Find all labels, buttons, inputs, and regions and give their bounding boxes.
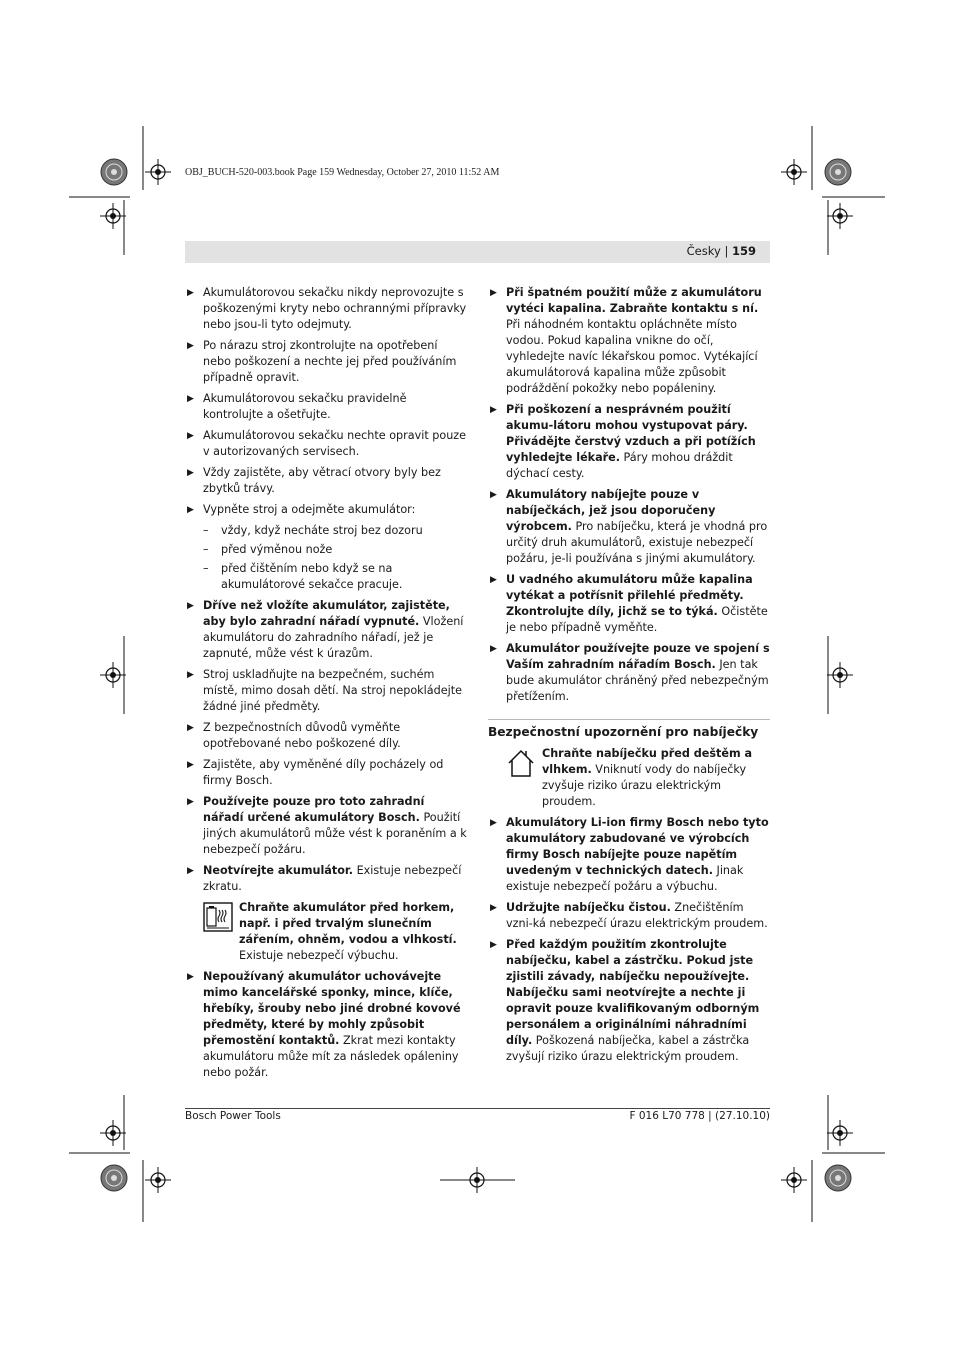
list-item — [185, 794, 467, 858]
item-text: Jen tak bude akumulátor chráněný před nebezpečným přetížením. — [506, 658, 769, 703]
item-bold-text: Akumulátory nabíjejte pouze v nabíječkách, jež jsou doporučeny výrobcem. — [506, 488, 716, 533]
list-item — [488, 815, 770, 895]
item-text: Akumulátorovou sekačku nikdy neprovozujte s poškozenými kryty nebo ochrannými přípravky nebo jsou-li tyto odejmuty. — [203, 286, 467, 331]
bullet-icon: ▶ — [187, 670, 194, 680]
dash-marker: – — [203, 562, 209, 575]
house-indoor-icon — [506, 748, 536, 778]
item-text: Akumulátorovou sekačku nechte opravit pouze v autorizovaných servisech. — [203, 429, 467, 458]
item-text: Po nárazu stroj zkontrolujte na opotřebení nebo poškození a nechte jej před používáním případně opravit. — [203, 339, 457, 384]
item-text: Pro nabíječku, která je vhodná pro určitý druh akumulátorů, existuje nebezpečí požáru, je-li používána s jinými akumulátory. — [506, 520, 768, 565]
bullet-icon: ▶ — [187, 468, 194, 478]
right-column — [488, 285, 770, 1070]
item-text: Očistěte je nebo případně vyměňte. — [506, 605, 768, 634]
bullet-icon: ▶ — [187, 431, 194, 441]
list-item — [185, 863, 467, 895]
dash-marker: – — [203, 543, 209, 556]
dash-list — [185, 523, 467, 593]
item-bold-text: Akumulátor používejte pouze ve spojení s Vaším zahradním nářadím Bosch. — [506, 642, 770, 671]
section-title: Bezpečnostní upozornění pro nabíječky — [488, 725, 759, 739]
item-bold-text: Při špatném použití může z akumulátoru vytéci kapalina. Zabraňte kontaktu s ní. — [506, 286, 762, 315]
dash-list-item — [185, 523, 467, 539]
bullet-icon: ▶ — [187, 394, 194, 404]
dash-item-text: před čištěním nebo když se na akumulátorové sekačce pracuje. — [221, 562, 403, 591]
bullet-icon: ▶ — [490, 490, 497, 500]
item-bold-text: Dříve než vložíte akumulátor, zajistěte, aby bylo zahradní nářadí vypnuté. — [203, 599, 450, 628]
list-item — [185, 285, 467, 333]
list-item — [488, 937, 770, 1065]
print-slug: OBJ_BUCH-520-003.book Page 159 Wednesday, October 27, 2010 11:52 AM — [185, 167, 500, 178]
bullet-icon: ▶ — [187, 288, 194, 298]
language-label: Česky — [686, 244, 721, 258]
item-bold-text: Před každým použitím zkontrolujte nabíječku, kabel a zástrčku. Pokud jste zjistili závady, nabíječku nepoužívejte. Nabíječku sami neotvírejte a nechte ji opravit pouze kvalifikovaným odborným personálem a originálními náhradními díly. — [506, 938, 760, 1047]
item-text: Zajistěte, aby vyměněné díly pocházely od firmy Bosch. — [203, 758, 444, 787]
footer-rule — [185, 1108, 770, 1109]
item-text: Jinak existuje nebezpečí požáru a výbuchu. — [506, 864, 744, 893]
list-item — [488, 487, 770, 567]
battery-warning-block — [185, 900, 467, 964]
list-item — [185, 667, 467, 715]
page-number: 159 — [731, 244, 756, 258]
bullet-icon: ▶ — [187, 972, 194, 982]
item-bold-text: Udržujte nabíječku čistou. — [506, 901, 671, 914]
item-text: Akumulátorovou sekačku pravidelně kontrolujte a ošetřujte. — [203, 392, 407, 421]
bullet-icon: ▶ — [490, 940, 497, 950]
item-text: Z bezpečnostních důvodů vyměňte opotřebované nebo poškozené díly. — [203, 721, 401, 750]
dash-list-item — [185, 561, 467, 593]
charger-warning-bold: Chraňte nabíječku před deštěm a vlhkem. — [542, 747, 753, 776]
bullet-icon: ▶ — [187, 505, 194, 515]
list-item — [185, 969, 467, 1081]
bullet-icon: ▶ — [490, 405, 497, 415]
footer-doc-id: F 016 L70 778 | (27.10.10) — [629, 1110, 770, 1122]
item-text: Stroj uskladňujte na bezpečném, suchém místě, mimo dosah dětí. Na stroj nepokládejte žádné jiné předměty. — [203, 668, 462, 713]
item-text: Vložení akumulátoru do zahradního nářadí, jež je zapnuté, může vést k úrazům. — [203, 615, 464, 660]
list-item — [488, 641, 770, 705]
list-item — [185, 428, 467, 460]
item-bold-text: Používejte pouze pro toto zahradní nářadí určené akumulátory Bosch. — [203, 795, 425, 824]
dash-item-text: vždy, když necháte stroj bez dozoru — [221, 524, 423, 537]
item-text: Páry mohou dráždit dýchací cesty. — [506, 451, 733, 480]
dash-marker: – — [203, 524, 209, 537]
list-item — [185, 465, 467, 497]
section-divider — [488, 719, 770, 720]
battery-warning-text: Existuje nebezpečí výbuchu. — [239, 949, 399, 962]
list-item — [185, 757, 467, 789]
bullet-icon: ▶ — [490, 818, 497, 828]
item-bold-text: Při poškození a nesprávném použití akumu-látoru mohou vystupovat páry. Přivádějte čerstvý vzduch a při potížích vyhledejte lékaře. — [506, 403, 756, 464]
list-item — [488, 900, 770, 932]
bullet-icon: ▶ — [187, 760, 194, 770]
list-item — [488, 285, 770, 397]
list-item — [185, 391, 467, 423]
item-bold-text: Akumulátory Li-ion firmy Bosch nebo tyto akumulátory zabudované ve výrobcích firmy Bosch nabíjejte pouze napětím uvedeným v technických datech. — [506, 816, 769, 877]
item-text: Znečištěním vzni-ká nebezpečí úrazu elektrickým proudem. — [506, 901, 768, 930]
bullet-icon: ▶ — [187, 723, 194, 733]
item-text: Poškozená nabíječka, kabel a zástrčka zvyšují riziko úrazu elektrickým proudem. — [506, 1034, 750, 1063]
item-text: Při náhodném kontaktu opláchněte místo vodou. Pokud kapalina vnikne do očí, vyhledejte navíc lékařskou pomoc. Vytékající akumulátorová kapalina může způsobit podráždění pokožky nebo popáleniny. — [506, 318, 758, 395]
dash-item-text: před výměnou nože — [221, 543, 333, 556]
bullet-icon: ▶ — [490, 903, 497, 913]
battery-heat-icon — [203, 902, 233, 932]
item-bold-text: Neotvírejte akumulátor. — [203, 864, 354, 877]
item-bold-text: Nepoužívaný akumulátor uchovávejte mimo kancelářské sponky, mince, klíče, hřebíky, šrouby nebo jiné drobné kovové předměty, které by mohly způsobit přemostění kontaktů. — [203, 970, 461, 1047]
dash-list-item — [185, 542, 467, 558]
header-separator: | — [724, 244, 729, 258]
item-text: Zkrat mezi kontakty akumulátoru může mít za následek opáleniny nebo požár. — [203, 1034, 459, 1079]
charger-warning-text: Vniknutí vody do nabíječky zvyšuje riziko úrazu elektrickým proudem. — [542, 763, 747, 808]
item-text: Použití jiných akumulátorů může vést k poraněním a k nebezpečí požáru. — [203, 811, 467, 856]
list-item — [488, 402, 770, 482]
list-item — [185, 598, 467, 662]
item-text: Existuje nebezpečí zkratu. — [203, 864, 462, 893]
list-item — [185, 720, 467, 752]
list-item — [488, 572, 770, 636]
bullet-icon: ▶ — [490, 288, 497, 298]
bullet-icon: ▶ — [490, 644, 497, 654]
item-text: Vždy zajistěte, aby větrací otvory byly bez zbytků trávy. — [203, 466, 441, 495]
bullet-icon: ▶ — [490, 575, 497, 585]
bullet-icon: ▶ — [187, 341, 194, 351]
item-bold-text: U vadného akumulátoru může kapalina vytékat a potřísnit přilehlé předměty. Zkontrolujte díly, jichž se to týká. — [506, 573, 753, 618]
item-text: Vypněte stroj a odejměte akumulátor: — [203, 503, 416, 516]
page-header-text — [687, 244, 756, 258]
list-item — [185, 502, 467, 518]
bullet-icon: ▶ — [187, 797, 194, 807]
bullet-icon: ▶ — [187, 601, 194, 611]
page-header-bar — [185, 241, 770, 263]
footer-brand: Bosch Power Tools — [185, 1110, 281, 1122]
bullet-icon: ▶ — [187, 866, 194, 876]
list-item — [185, 338, 467, 386]
battery-warning-bold: Chraňte akumulátor před horkem, např. i před trvalým slunečním zářením, ohněm, vodou a vlhkostí. — [239, 901, 457, 946]
charger-warning-block — [488, 746, 770, 810]
left-column — [185, 285, 467, 1086]
